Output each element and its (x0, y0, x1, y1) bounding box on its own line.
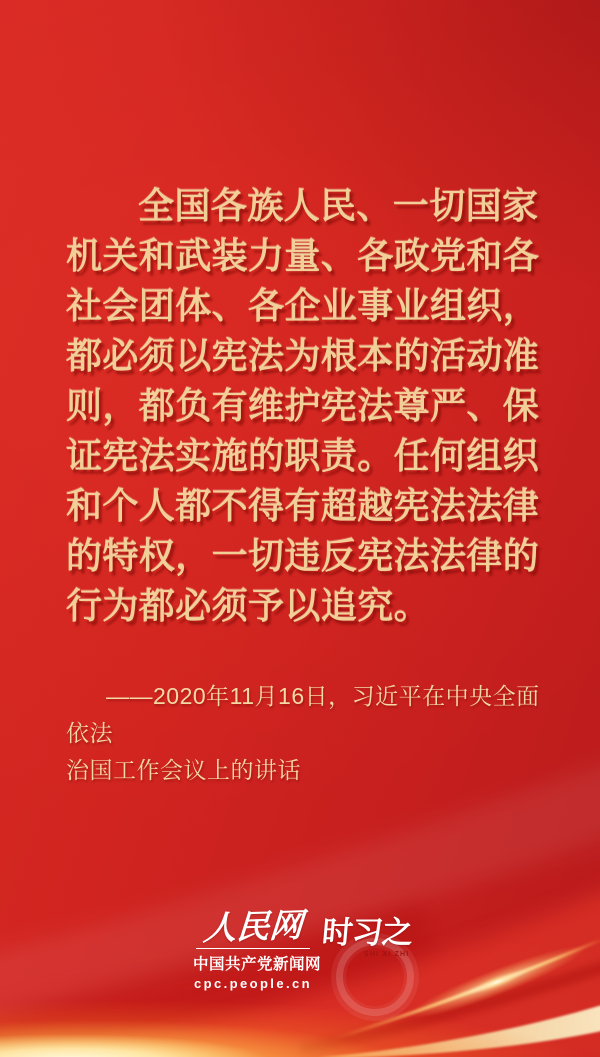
shixizhi-subtitle: SHI XI ZHI (364, 951, 410, 958)
peoples-daily-script-logo: 人民网 (202, 906, 304, 947)
shixizhi-logo (322, 916, 422, 996)
footer-logos (0, 908, 600, 1003)
quote-line: 的特权，一切违反宪法法律的 (66, 535, 540, 576)
logo-divider (196, 948, 310, 949)
quote-block (66, 181, 540, 631)
quote-line: 则，都负有维护宪法尊严、保 (66, 385, 540, 426)
quote-line: 机关和武装力量、各政党和各 (66, 235, 540, 276)
quote-line: 都必须以宪法为根本的活动准 (66, 335, 540, 376)
shixizhi-title: 时习之 (320, 915, 414, 950)
quote-line: 社会团体、各企业事业组织， (66, 285, 540, 326)
attribution-line: 治国工作会议上的讲话 (66, 757, 301, 783)
peoples-daily-logo (193, 906, 322, 991)
cpc-news-domain: cpc.people.cn (194, 976, 312, 991)
cpc-news-site-name: 中国共产党新闻网 (193, 956, 322, 973)
quote-line: 证宪法实施的职责。任何组织 (66, 435, 540, 476)
quote-line: 和个人都不得有超越宪法法律 (66, 485, 540, 526)
attribution-block (66, 678, 546, 789)
quote-line: 行为都必须予以追究。 (66, 585, 431, 626)
attribution-line: ——2020年11月16日，习近平在中央全面依法 (66, 683, 540, 746)
quote-line: 全国各族人民、一切国家 (138, 185, 539, 226)
